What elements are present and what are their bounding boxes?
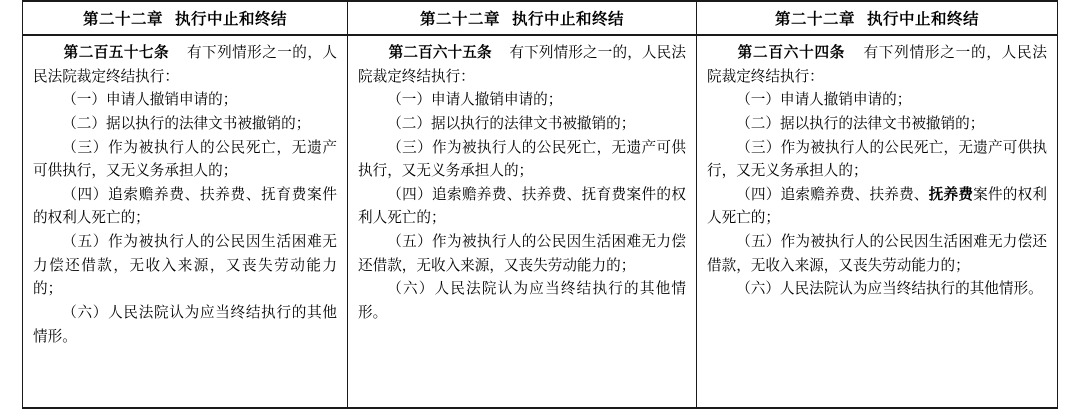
list-item: （二）据以执行的法律文书被撤销的；	[736, 115, 985, 132]
column-1-chapter-number: 第二十二章	[82, 11, 163, 28]
column-2-article-lead: 有下列情形之一的，人民法院裁定终结执行：	[358, 45, 686, 85]
column-3-chapter-number: 第二十二章	[774, 11, 855, 28]
column-3-chapter-name: 执行中止和终结	[867, 11, 980, 28]
list-item: （六）人民法院认为应当终结执行的其他情形。	[33, 305, 337, 345]
column-1-article-number: 第二百五十七条	[63, 45, 169, 61]
column-2-chapter-number: 第二十二章	[419, 11, 500, 28]
list-item: （五）作为被执行人的公民因生活困难无力偿还借款，无收入来源，又丧失劳动能力的；	[358, 234, 686, 274]
column-3-body	[697, 36, 1057, 306]
column-3-frame	[697, 0, 1058, 409]
list-item: （四）追索赡养费、扶养费、抚育费案件的权利人死亡的；	[358, 186, 686, 227]
column-1	[0, 0, 348, 409]
list-item: （五）作为被执行人的公民因生活困难无力偿还借款，无收入来源，又丧失劳动能力的；	[33, 234, 337, 298]
list-item: （一）申请人撤销申请的；	[62, 92, 238, 109]
column-3-article-number: 第二百六十四条	[737, 45, 846, 61]
column-3-article-lead: 有下列情形之一的，人民法院裁定终结执行：	[707, 45, 1047, 85]
list-item: （六）人民法院认为应当终结执行的其他情形。	[358, 281, 686, 322]
column-2-body	[348, 36, 696, 330]
list-item: （六）人民法院认为应当终结执行的其他情形。	[736, 281, 1043, 298]
column-1-article-lead: 有下列情形之一的，人民法院裁定终结执行：	[33, 45, 337, 85]
column-2-frame	[348, 0, 697, 409]
list-item: （一）申请人撤销申请的；	[387, 92, 563, 109]
list-item: （五）作为被执行人的公民因生活困难无力偿还借款，无收入来源，又丧失劳动能力的；	[707, 234, 1047, 274]
column-2-chapter-heading	[348, 2, 696, 36]
column-2-chapter-name: 执行中止和终结	[512, 11, 625, 28]
list-item: （三）作为被执行人的公民死亡，无遗产可供执行，又无义务承担人的；	[358, 139, 686, 180]
list-item: （一）申请人撤销申请的；	[736, 92, 912, 109]
column-1-frame	[22, 0, 348, 409]
list-item-emphasized: （四）追索赡养费、扶养费、抚养费案件的权利人死亡的；	[707, 186, 1047, 227]
column-1-chapter-heading	[23, 2, 347, 36]
column-3-chapter-heading	[697, 2, 1057, 36]
list-item: （三）作为被执行人的公民死亡，无遗产可供执行，又无义务承担人的；	[707, 139, 1047, 180]
list-item: （二）据以执行的法律文书被撤销的；	[62, 115, 311, 132]
column-2	[348, 0, 697, 409]
list-item: （三）作为被执行人的公民死亡，无遗产可供执行，又无义务承担人的；	[33, 139, 337, 180]
list-item: （二）据以执行的法律文书被撤销的；	[387, 115, 636, 132]
column-1-chapter-name: 执行中止和终结	[175, 11, 288, 28]
column-3	[697, 0, 1080, 409]
list-item: （四）追索赡养费、扶养费、抚育费案件的权利人死亡的；	[33, 186, 337, 227]
column-1-body	[23, 36, 347, 353]
emphasized-term: 抚养费	[928, 186, 974, 203]
column-1-article-paragraph	[33, 42, 337, 89]
column-2-article-number: 第二百六十五条	[388, 45, 492, 61]
column-2-article-paragraph	[358, 42, 686, 89]
column-3-article-paragraph	[707, 42, 1047, 89]
